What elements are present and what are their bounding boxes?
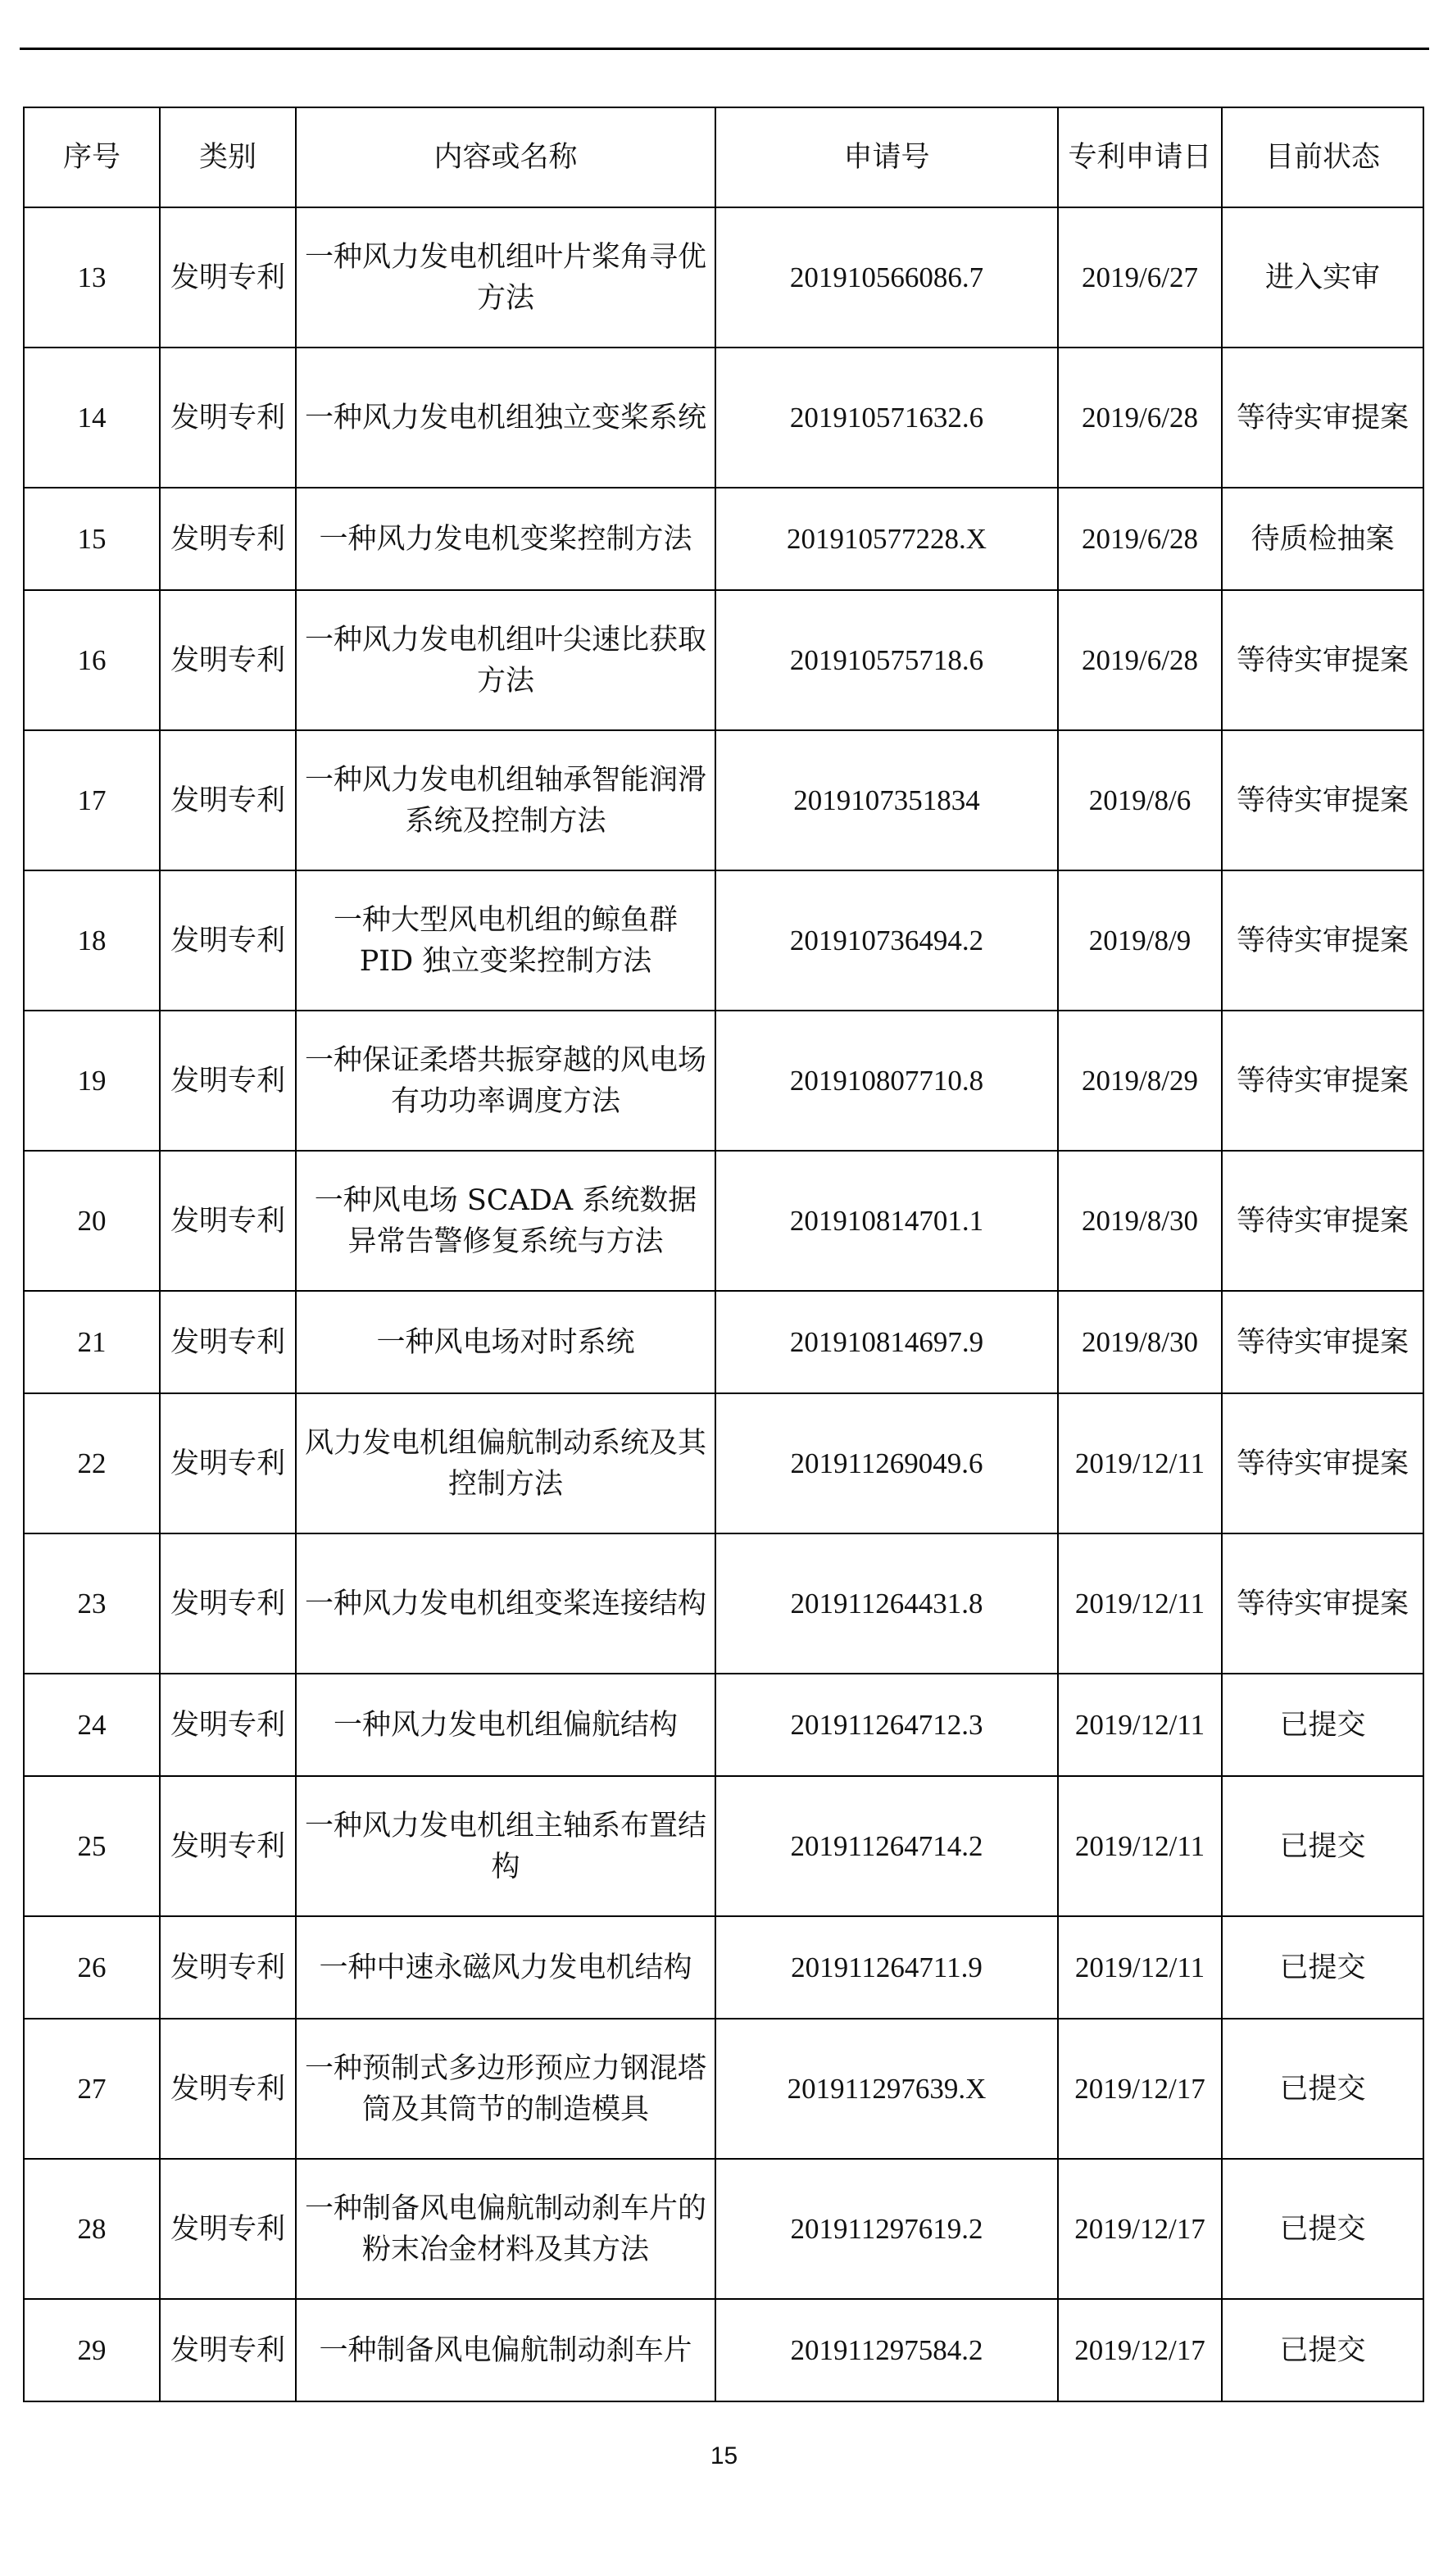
cell-application-number: 201910736494.2 <box>715 870 1058 1011</box>
cell-filing-date: 2019/8/9 <box>1058 870 1222 1011</box>
cell-application-number: 201910814697.9 <box>715 1291 1058 1393</box>
cell-name: 一种风力发电机组叶尖速比获取方法 <box>296 590 715 730</box>
cell-status: 已提交 <box>1222 1916 1423 2019</box>
cell-name: 风力发电机组偏航制动系统及其控制方法 <box>296 1393 715 1533</box>
cell-status: 等待实审提案 <box>1222 1291 1423 1393</box>
cell-seq: 29 <box>24 2299 160 2401</box>
table-row <box>24 1393 1423 1533</box>
cell-application-number: 201910566086.7 <box>715 207 1058 348</box>
cell-name: 一种风力发电机组轴承智能润滑系统及控制方法 <box>296 730 715 870</box>
cell-seq: 18 <box>24 870 160 1011</box>
cell-seq: 17 <box>24 730 160 870</box>
cell-status: 已提交 <box>1222 1674 1423 1776</box>
cell-name: 一种风力发电机变桨控制方法 <box>296 488 715 590</box>
cell-name: 一种风力发电机组叶片桨角寻优方法 <box>296 207 715 348</box>
cell-seq: 14 <box>24 348 160 488</box>
header-category: 类别 <box>160 107 296 207</box>
cell-application-number: 201910571632.6 <box>715 348 1058 488</box>
cell-status: 已提交 <box>1222 2299 1423 2401</box>
cell-filing-date: 2019/6/28 <box>1058 590 1222 730</box>
cell-seq: 25 <box>24 1776 160 1916</box>
cell-filing-date: 2019/8/30 <box>1058 1151 1222 1291</box>
table-row <box>24 488 1423 590</box>
table-row <box>24 2019 1423 2159</box>
cell-seq: 27 <box>24 2019 160 2159</box>
cell-application-number: 201910814701.1 <box>715 1151 1058 1291</box>
cell-filing-date: 2019/12/11 <box>1058 1916 1222 2019</box>
cell-category: 发明专利 <box>160 1151 296 1291</box>
header-filing-date: 专利申请日 <box>1058 107 1222 207</box>
table-row <box>24 348 1423 488</box>
cell-category: 发明专利 <box>160 1291 296 1393</box>
cell-filing-date: 2019/12/17 <box>1058 2299 1222 2401</box>
cell-name: 一种风电场 SCADA 系统数据异常告警修复系统与方法 <box>296 1151 715 1291</box>
cell-filing-date: 2019/8/29 <box>1058 1011 1222 1151</box>
cell-filing-date: 2019/6/28 <box>1058 348 1222 488</box>
cell-seq: 24 <box>24 1674 160 1776</box>
cell-filing-date: 2019/12/11 <box>1058 1776 1222 1916</box>
table-row <box>24 1674 1423 1776</box>
cell-application-number: 2019107351834 <box>715 730 1058 870</box>
cell-category: 发明专利 <box>160 1674 296 1776</box>
cell-category: 发明专利 <box>160 348 296 488</box>
cell-name: 一种制备风电偏航制动刹车片的粉末冶金材料及其方法 <box>296 2159 715 2299</box>
cell-filing-date: 2019/12/11 <box>1058 1393 1222 1533</box>
cell-name: 一种大型风电机组的鲸鱼群 PID 独立变桨控制方法 <box>296 870 715 1011</box>
cell-seq: 23 <box>24 1533 160 1674</box>
cell-category: 发明专利 <box>160 2019 296 2159</box>
page-number: 15 <box>710 2442 738 2469</box>
cell-name: 一种风力发电机组偏航结构 <box>296 1674 715 1776</box>
cell-filing-date: 2019/12/11 <box>1058 1533 1222 1674</box>
cell-status: 待质检抽案 <box>1222 488 1423 590</box>
cell-name: 一种保证柔塔共振穿越的风电场有功功率调度方法 <box>296 1011 715 1151</box>
cell-application-number: 201911264712.3 <box>715 1674 1058 1776</box>
cell-application-number: 201911269049.6 <box>715 1393 1058 1533</box>
cell-category: 发明专利 <box>160 1916 296 2019</box>
cell-application-number: 201910807710.8 <box>715 1011 1058 1151</box>
cell-filing-date: 2019/6/28 <box>1058 488 1222 590</box>
cell-filing-date: 2019/6/27 <box>1058 207 1222 348</box>
table-row <box>24 2159 1423 2299</box>
patent-table <box>23 107 1424 2402</box>
cell-category: 发明专利 <box>160 488 296 590</box>
table-row <box>24 1533 1423 1674</box>
cell-category: 发明专利 <box>160 1393 296 1533</box>
cell-filing-date: 2019/8/6 <box>1058 730 1222 870</box>
cell-seq: 20 <box>24 1151 160 1291</box>
header-name: 内容或名称 <box>296 107 715 207</box>
top-rule <box>20 48 1429 50</box>
cell-status: 已提交 <box>1222 1776 1423 1916</box>
cell-status: 等待实审提案 <box>1222 1011 1423 1151</box>
cell-status: 等待实审提案 <box>1222 1151 1423 1291</box>
cell-filing-date: 2019/12/17 <box>1058 2019 1222 2159</box>
cell-filing-date: 2019/8/30 <box>1058 1291 1222 1393</box>
cell-filing-date: 2019/12/17 <box>1058 2159 1222 2299</box>
cell-application-number: 201911297584.2 <box>715 2299 1058 2401</box>
cell-name: 一种中速永磁风力发电机结构 <box>296 1916 715 2019</box>
cell-status: 已提交 <box>1222 2159 1423 2299</box>
cell-status: 等待实审提案 <box>1222 1533 1423 1674</box>
header-seq: 序号 <box>24 107 160 207</box>
header-application-number: 申请号 <box>715 107 1058 207</box>
cell-seq: 19 <box>24 1011 160 1151</box>
cell-application-number: 201911264431.8 <box>715 1533 1058 1674</box>
cell-application-number: 201911264714.2 <box>715 1776 1058 1916</box>
table-row <box>24 1151 1423 1291</box>
cell-name: 一种风力发电机组主轴系布置结构 <box>296 1776 715 1916</box>
cell-seq: 26 <box>24 1916 160 2019</box>
cell-application-number: 201911297639.X <box>715 2019 1058 2159</box>
cell-category: 发明专利 <box>160 590 296 730</box>
cell-application-number: 201911264711.9 <box>715 1916 1058 2019</box>
cell-category: 发明专利 <box>160 870 296 1011</box>
cell-filing-date: 2019/12/11 <box>1058 1674 1222 1776</box>
cell-status: 等待实审提案 <box>1222 870 1423 1011</box>
table-row <box>24 870 1423 1011</box>
cell-status: 等待实审提案 <box>1222 1393 1423 1533</box>
table-row <box>24 1291 1423 1393</box>
cell-seq: 22 <box>24 1393 160 1533</box>
cell-category: 发明专利 <box>160 1533 296 1674</box>
cell-category: 发明专利 <box>160 730 296 870</box>
table-row <box>24 590 1423 730</box>
table-row <box>24 2299 1423 2401</box>
table-row <box>24 1011 1423 1151</box>
cell-application-number: 201911297619.2 <box>715 2159 1058 2299</box>
table-row <box>24 730 1423 870</box>
table-header-row <box>24 107 1423 207</box>
cell-category: 发明专利 <box>160 207 296 348</box>
table-row <box>24 1776 1423 1916</box>
cell-application-number: 201910575718.6 <box>715 590 1058 730</box>
cell-seq: 16 <box>24 590 160 730</box>
cell-category: 发明专利 <box>160 2159 296 2299</box>
cell-seq: 13 <box>24 207 160 348</box>
cell-name: 一种预制式多边形预应力钢混塔筒及其筒节的制造模具 <box>296 2019 715 2159</box>
table-row <box>24 207 1423 348</box>
cell-status: 等待实审提案 <box>1222 348 1423 488</box>
cell-name: 一种风电场对时系统 <box>296 1291 715 1393</box>
cell-name: 一种风力发电机组独立变桨系统 <box>296 348 715 488</box>
cell-name: 一种制备风电偏航制动刹车片 <box>296 2299 715 2401</box>
cell-seq: 28 <box>24 2159 160 2299</box>
cell-category: 发明专利 <box>160 1776 296 1916</box>
header-status: 目前状态 <box>1222 107 1423 207</box>
cell-application-number: 201910577228.X <box>715 488 1058 590</box>
cell-status: 已提交 <box>1222 2019 1423 2159</box>
cell-category: 发明专利 <box>160 2299 296 2401</box>
cell-status: 等待实审提案 <box>1222 590 1423 730</box>
cell-seq: 15 <box>24 488 160 590</box>
cell-seq: 21 <box>24 1291 160 1393</box>
cell-category: 发明专利 <box>160 1011 296 1151</box>
table-row <box>24 1916 1423 2019</box>
cell-name: 一种风力发电机组变桨连接结构 <box>296 1533 715 1674</box>
cell-status: 等待实审提案 <box>1222 730 1423 870</box>
cell-status: 进入实审 <box>1222 207 1423 348</box>
